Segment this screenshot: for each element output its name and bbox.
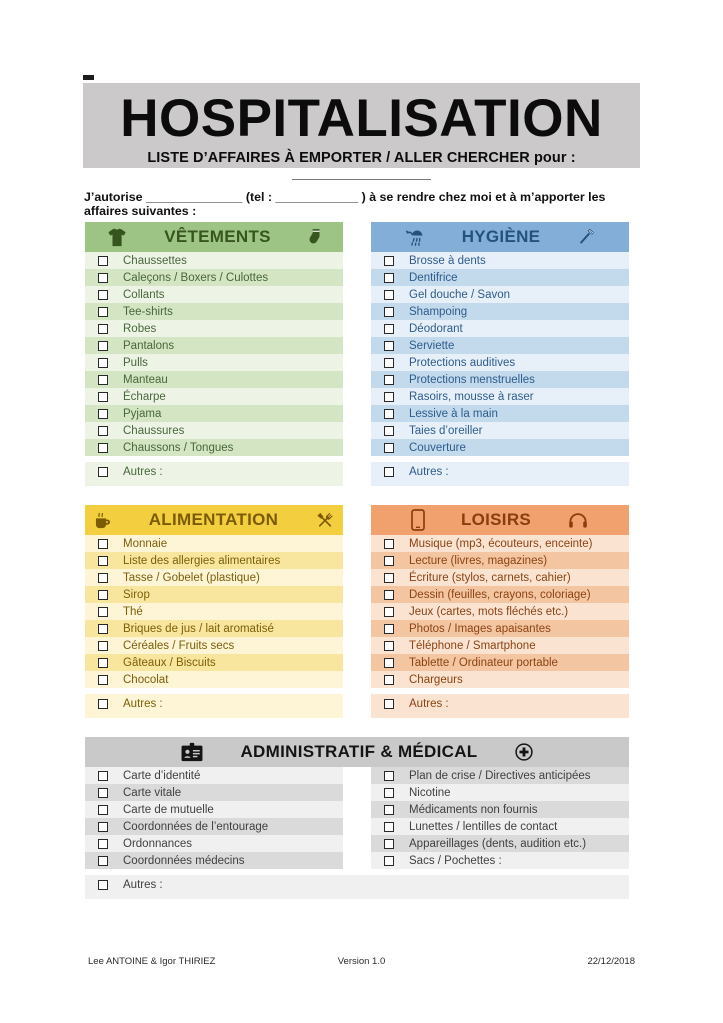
checkbox[interactable] — [384, 409, 394, 419]
item-label: Autres : — [123, 878, 163, 891]
checkbox[interactable] — [384, 307, 394, 317]
item-label: Briques de jus / lait aromatisé — [123, 622, 274, 635]
checklist-row — [371, 695, 629, 712]
checklist-row — [85, 286, 343, 303]
item-label: Autres : — [123, 465, 163, 478]
checkbox[interactable] — [98, 392, 108, 402]
tshirt-icon — [106, 228, 128, 247]
checkbox[interactable] — [384, 324, 394, 334]
checkbox[interactable] — [98, 273, 108, 283]
checklist-row — [371, 801, 629, 818]
checkbox[interactable] — [98, 822, 108, 832]
checkbox[interactable] — [98, 443, 108, 453]
checklist-row — [85, 671, 343, 688]
shower-icon — [404, 228, 426, 247]
item-label: Sirop — [123, 588, 150, 601]
checklist-row — [85, 463, 343, 480]
title-band — [83, 83, 640, 182]
item-label: Liste des allergies alimentaires — [123, 554, 281, 567]
checklist-row — [85, 818, 343, 835]
item-label: Écharpe — [123, 390, 166, 403]
checkbox[interactable] — [384, 392, 394, 402]
section-loisirs — [371, 505, 629, 718]
checklist-row — [85, 252, 343, 269]
item-label: Autres : — [123, 697, 163, 710]
page-title: HOSPITALISATION — [120, 89, 603, 148]
checklist-row — [85, 852, 343, 869]
checklist-row — [371, 569, 629, 586]
item-label: Tasse / Gobelet (plastique) — [123, 571, 260, 584]
item-label: Jeux (cartes, mots fléchés etc.) — [409, 605, 569, 618]
section-administratif-medical — [85, 737, 629, 899]
item-label: Chaussures — [123, 424, 185, 437]
toothbrush-icon — [576, 227, 596, 247]
checklist-row — [85, 388, 343, 405]
checklist-row — [371, 303, 629, 320]
checkbox[interactable] — [384, 607, 394, 617]
item-label: Couverture — [409, 441, 466, 454]
checklist-row — [371, 818, 629, 835]
checklist-row — [371, 354, 629, 371]
checkbox[interactable] — [98, 324, 108, 334]
item-label: Protections menstruelles — [409, 373, 535, 386]
checklist-row — [85, 405, 343, 422]
checkbox[interactable] — [384, 658, 394, 668]
checklist-row — [85, 439, 343, 456]
item-label: Lunettes / lentilles de contact — [409, 820, 558, 833]
checklist-row — [85, 337, 343, 354]
checkbox[interactable] — [98, 375, 108, 385]
section-title: ALIMENTATION — [148, 510, 279, 529]
checkbox[interactable] — [384, 788, 394, 798]
autres-block — [85, 875, 629, 899]
checkbox[interactable] — [98, 641, 108, 651]
item-label: Coordonnées de l’entourage — [123, 820, 269, 833]
cutlery-icon — [314, 510, 336, 531]
section-header — [85, 222, 343, 252]
headphones-icon — [567, 511, 589, 529]
checkbox[interactable] — [98, 839, 108, 849]
item-label: Rasoirs, mousse à raser — [409, 390, 534, 403]
autres-block — [85, 694, 343, 718]
item-label: Monnaie — [123, 537, 168, 550]
checklist-row — [371, 552, 629, 569]
footer-authors: Lee ANTOINE & Igor THIRIEZ — [88, 956, 216, 967]
section-header — [371, 505, 629, 535]
checkbox[interactable] — [384, 273, 394, 283]
checklist-row — [371, 637, 629, 654]
item-label: Ordonnances — [123, 837, 193, 850]
item-label: Écriture (stylos, carnets, cahier) — [409, 571, 571, 584]
checklist-row — [85, 637, 343, 654]
section-header — [85, 505, 343, 535]
checklist-row — [85, 371, 343, 388]
checkbox[interactable] — [384, 839, 394, 849]
checklist-row — [371, 535, 629, 552]
mug-icon — [92, 510, 113, 531]
checklist-row — [371, 784, 629, 801]
sock-icon — [307, 228, 322, 247]
item-label: Pantalons — [123, 339, 175, 352]
admin-left-column — [85, 767, 343, 869]
item-label: Nicotine — [409, 786, 451, 799]
item-label: Carte vitale — [123, 786, 182, 799]
item-label: Chaussettes — [123, 254, 187, 267]
item-label: Caleçons / Boxers / Culottes — [123, 271, 269, 284]
item-label: Carte de mutuelle — [123, 803, 214, 816]
checklist-row — [371, 269, 629, 286]
section-vetements — [85, 222, 343, 486]
checklist-row — [371, 337, 629, 354]
checklist-row — [85, 654, 343, 671]
checklist-row — [371, 388, 629, 405]
checkbox[interactable] — [384, 426, 394, 436]
item-label: Coordonnées médecins — [123, 854, 245, 867]
checklist-row — [371, 463, 629, 480]
item-label: Autres : — [409, 697, 449, 710]
item-label: Sacs / Pochettes : — [409, 854, 502, 867]
checkbox[interactable] — [384, 290, 394, 300]
checkbox[interactable] — [98, 880, 108, 890]
section-alimentation — [85, 505, 343, 718]
item-label: Plan de crise / Directives anticipées — [409, 769, 591, 782]
checkbox[interactable] — [384, 822, 394, 832]
item-label: Autres : — [409, 465, 449, 478]
checkbox[interactable] — [384, 341, 394, 351]
checkbox[interactable] — [384, 443, 394, 453]
checkbox[interactable] — [98, 341, 108, 351]
item-label: Gel douche / Savon — [409, 288, 511, 301]
checklist-row — [85, 535, 343, 552]
id-card-icon — [180, 742, 204, 762]
checkbox[interactable] — [384, 573, 394, 583]
item-label: Gâteaux / Biscuits — [123, 656, 216, 669]
autres-block — [371, 462, 629, 486]
checklist-row — [371, 620, 629, 637]
checkbox[interactable] — [384, 771, 394, 781]
checkbox[interactable] — [384, 675, 394, 685]
item-label: Robes — [123, 322, 157, 335]
checkbox[interactable] — [98, 590, 108, 600]
checklist-row — [371, 405, 629, 422]
item-label: Médicaments non fournis — [409, 803, 538, 816]
checklist-row — [371, 852, 629, 869]
checklist-row — [85, 767, 343, 784]
checkbox[interactable] — [384, 699, 394, 709]
item-label: Collants — [123, 288, 165, 301]
checklist-row — [85, 569, 343, 586]
checklist-row — [371, 835, 629, 852]
item-label: Pyjama — [123, 407, 162, 420]
checklist-row — [85, 835, 343, 852]
checklist-row — [85, 801, 343, 818]
checklist-row — [85, 586, 343, 603]
item-label: Manteau — [123, 373, 168, 386]
admin-columns — [85, 767, 629, 869]
item-label: Céréales / Fruits secs — [123, 639, 235, 652]
checkbox[interactable] — [98, 856, 108, 866]
item-label: Téléphone / Smartphone — [409, 639, 536, 652]
item-label: Photos / Images apaisantes — [409, 622, 551, 635]
scan-artifact — [83, 75, 94, 80]
checklist-row — [371, 603, 629, 620]
section-title: LOISIRS — [460, 510, 532, 529]
section-title: VÊTEMENTS — [164, 227, 271, 246]
checklist-row — [85, 354, 343, 371]
footer-version: Version 1.0 — [337, 956, 386, 967]
item-label: Pulls — [123, 356, 148, 369]
checklist-row — [371, 767, 629, 784]
item-label: Chaussons / Tongues — [123, 441, 234, 454]
item-label: Musique (mp3, écouteurs, enceinte) — [409, 537, 593, 550]
checkbox[interactable] — [98, 788, 108, 798]
item-label: Thé — [123, 605, 143, 618]
section-title: HYGIÈNE — [461, 227, 541, 246]
item-label: Chargeurs — [409, 673, 463, 686]
checklist-row — [85, 320, 343, 337]
checkbox[interactable] — [98, 624, 108, 634]
checkbox[interactable] — [384, 856, 394, 866]
checkbox[interactable] — [384, 805, 394, 815]
item-label: Serviette — [409, 339, 455, 352]
checklist-row — [371, 286, 629, 303]
item-label: Chocolat — [123, 673, 169, 686]
section-title: ADMINISTRATIF & MÉDICAL — [240, 742, 478, 761]
checklist-row — [371, 320, 629, 337]
checklist-row — [371, 586, 629, 603]
item-label: Brosse à dents — [409, 254, 486, 267]
section-header — [371, 222, 629, 252]
checklist-row — [85, 269, 343, 286]
item-label: Shampoing — [409, 305, 468, 318]
checkbox[interactable] — [384, 375, 394, 385]
checkbox[interactable] — [98, 658, 108, 668]
checklist-row — [371, 252, 629, 269]
checkbox[interactable] — [98, 467, 108, 477]
item-label: Dentifrice — [409, 271, 458, 284]
item-label: Appareillages (dents, audition etc.) — [409, 837, 587, 850]
checkbox[interactable] — [98, 307, 108, 317]
item-label: Lecture (livres, magazines) — [409, 554, 548, 567]
checklist-row — [371, 439, 629, 456]
item-label: Taies d’oreiller — [409, 424, 483, 437]
checkbox[interactable] — [384, 556, 394, 566]
checklist-row — [371, 371, 629, 388]
checklist-row — [85, 695, 343, 712]
autres-block — [85, 462, 343, 486]
checkbox[interactable] — [98, 539, 108, 549]
checkbox[interactable] — [384, 467, 394, 477]
item-label: Carte d’identité — [123, 769, 201, 782]
section-hygiene — [371, 222, 629, 486]
checkbox[interactable] — [98, 426, 108, 436]
authorization-line: J’autorise ______________ (tel : ____________ ) à se rendre chez moi et à m’apporter les affaires suivantes : — [84, 190, 606, 218]
item-label: Protections auditives — [409, 356, 516, 369]
checkbox[interactable] — [98, 805, 108, 815]
checklist-row — [85, 552, 343, 569]
checkbox[interactable] — [98, 556, 108, 566]
checkbox[interactable] — [98, 256, 108, 266]
admin-right-column — [371, 767, 629, 869]
checkbox[interactable] — [98, 675, 108, 685]
checklist-row — [85, 620, 343, 637]
page-subtitle: LISTE D’AFFAIRES À EMPORTER / ALLER CHERCHER pour : _________________ — [147, 150, 576, 182]
checklist-row — [85, 303, 343, 320]
item-label: Lessive à la main — [409, 407, 498, 420]
item-label: Dessin (feuilles, crayons, coloriage) — [409, 588, 591, 601]
checkbox[interactable] — [98, 409, 108, 419]
smartphone-icon — [411, 509, 425, 531]
checklist-row — [85, 876, 629, 893]
checkbox[interactable] — [384, 539, 394, 549]
checklist-row — [371, 422, 629, 439]
autres-block — [371, 694, 629, 718]
checkbox[interactable] — [98, 607, 108, 617]
checkbox[interactable] — [98, 290, 108, 300]
item-label: Tee-shirts — [123, 305, 173, 318]
checklist-row — [85, 603, 343, 620]
medical-plus-icon — [514, 742, 534, 762]
section-header — [85, 737, 629, 767]
footer-date: 22/12/2018 — [587, 956, 635, 967]
checkbox[interactable] — [98, 699, 108, 709]
checklist-row — [371, 671, 629, 688]
checklist-row — [85, 784, 343, 801]
checklist-row — [85, 422, 343, 439]
checkbox[interactable] — [384, 358, 394, 368]
checkbox[interactable] — [98, 358, 108, 368]
checkbox[interactable] — [384, 256, 394, 266]
checkbox[interactable] — [384, 641, 394, 651]
checkbox[interactable] — [98, 573, 108, 583]
checkbox[interactable] — [384, 590, 394, 600]
checkbox[interactable] — [384, 624, 394, 634]
item-label: Déodorant — [409, 322, 463, 335]
checklist-row — [371, 654, 629, 671]
checkbox[interactable] — [98, 771, 108, 781]
item-label: Tablette / Ordinateur portable — [409, 656, 558, 669]
